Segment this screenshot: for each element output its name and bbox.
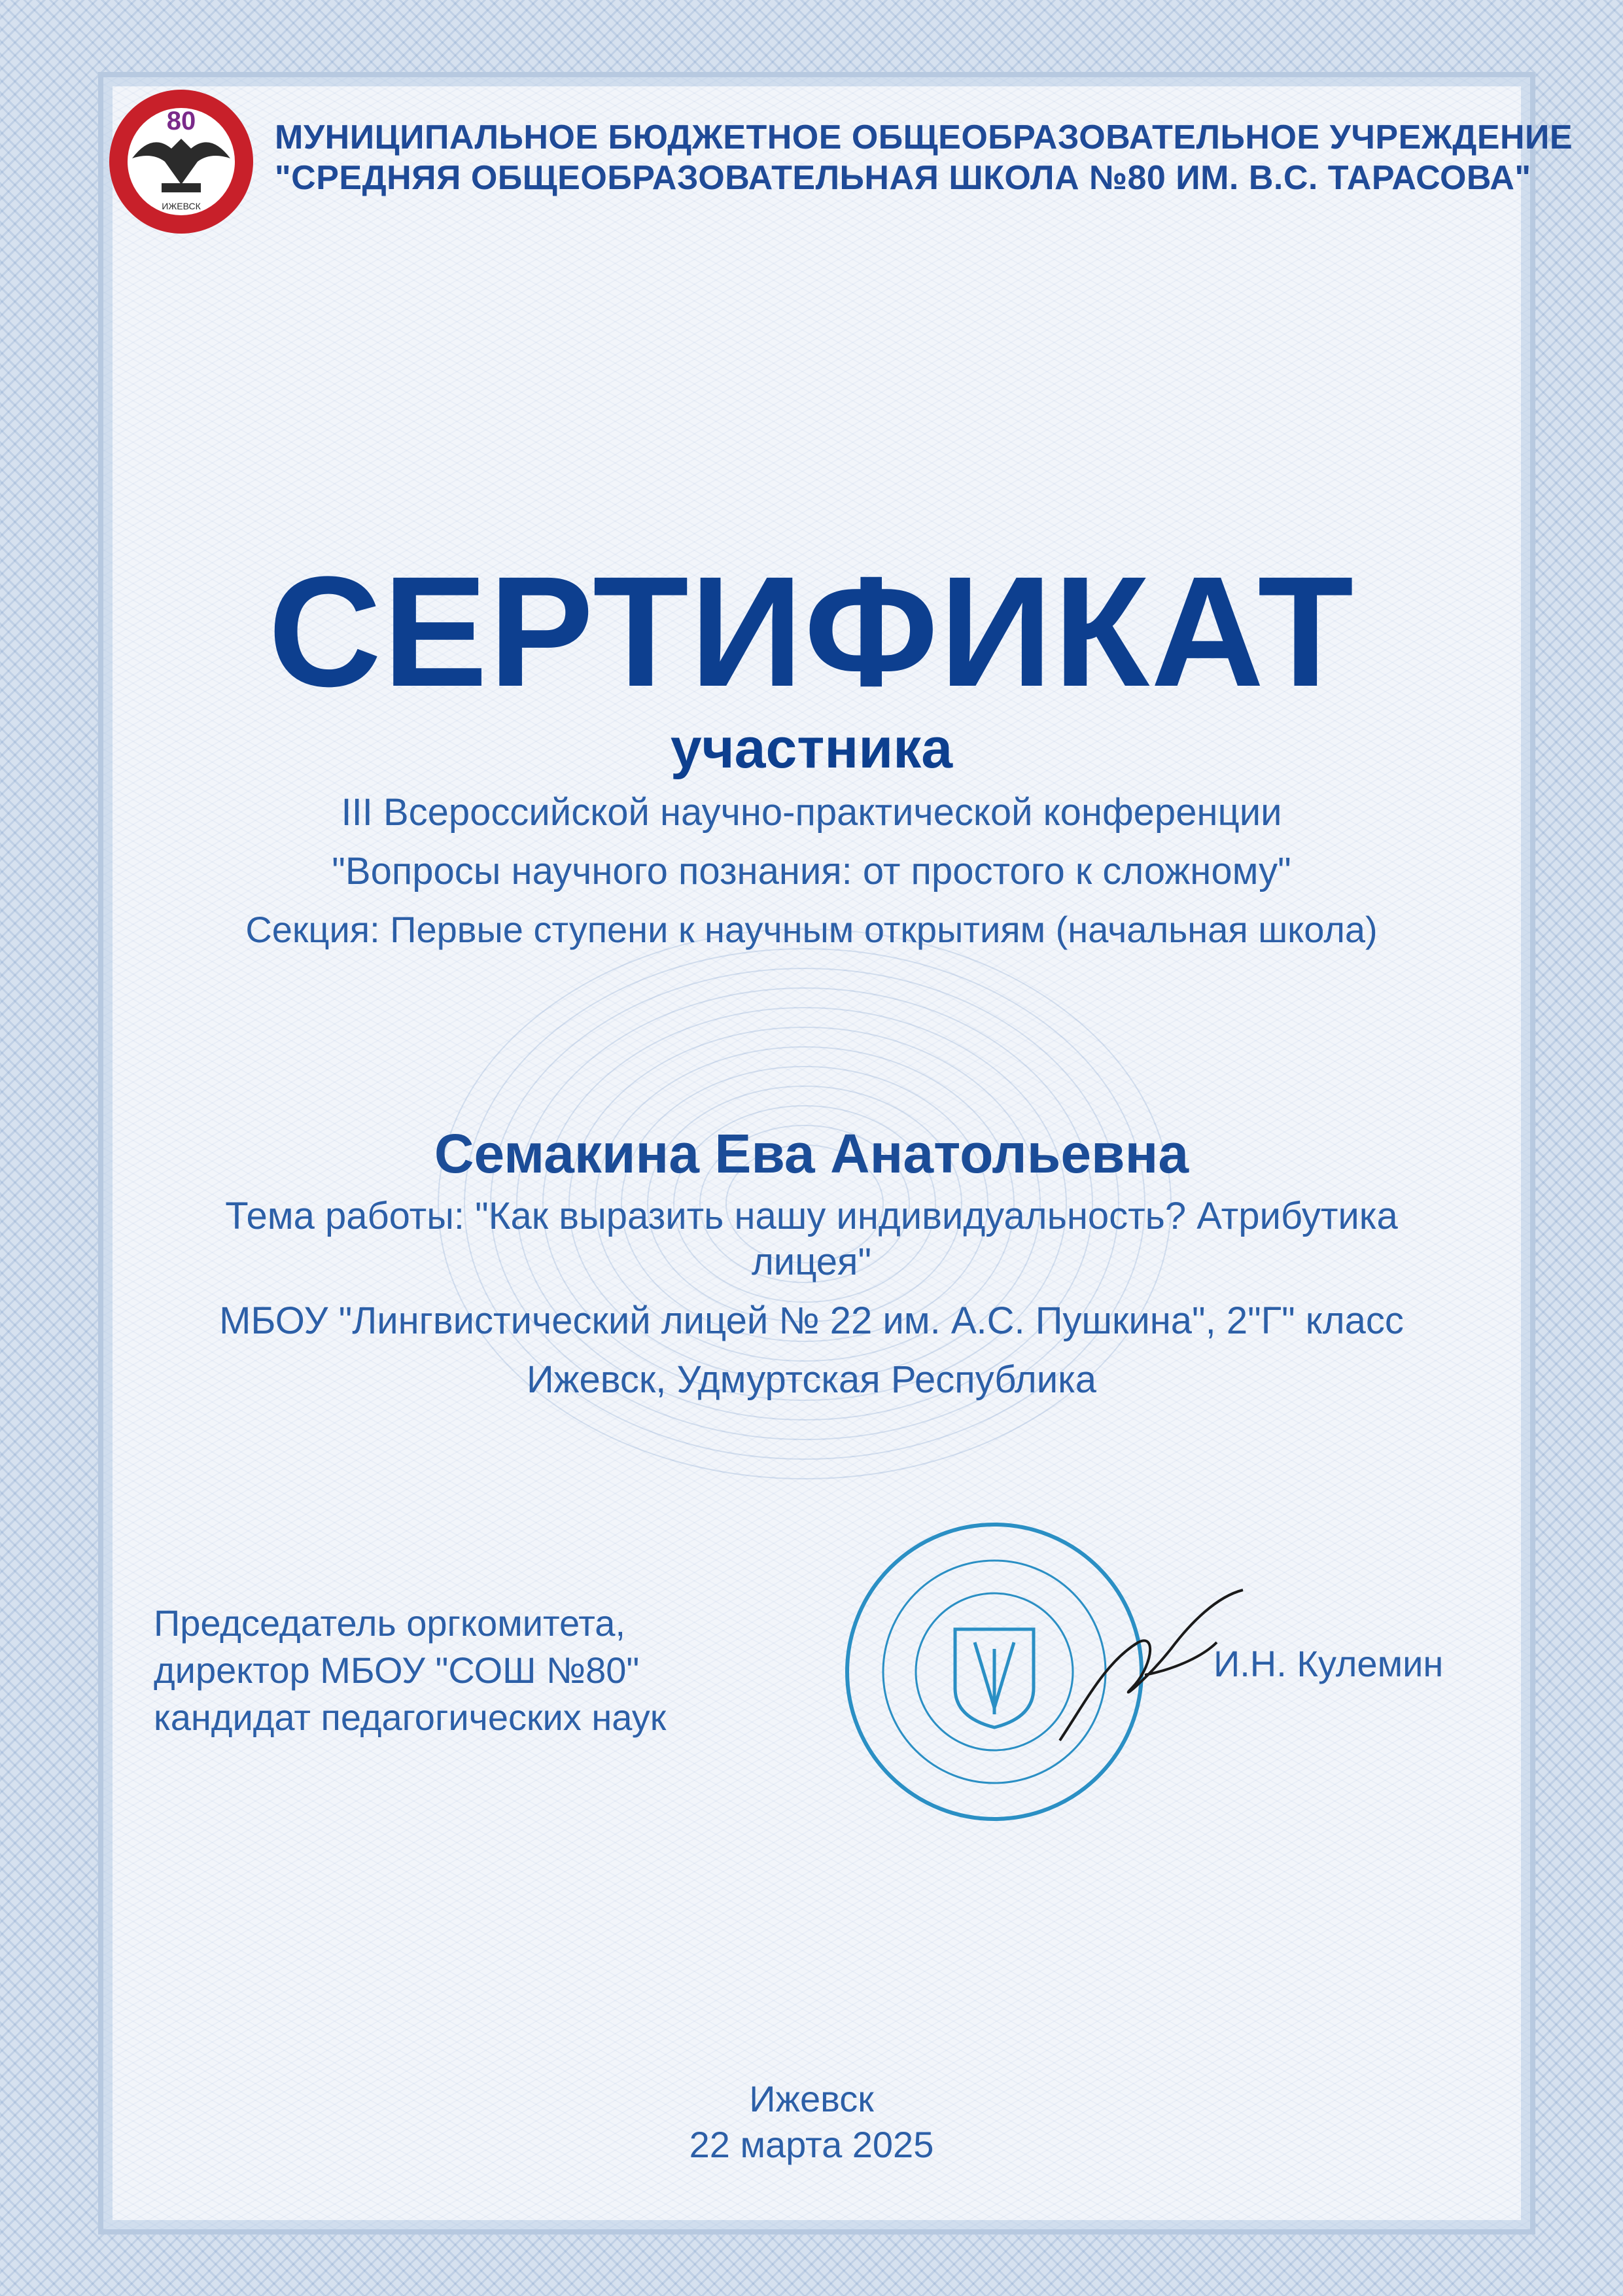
certificate-title: СЕРТИФИКАТ <box>268 544 1355 719</box>
certificate-subtitle: участника <box>670 717 953 780</box>
conference-section: Секция: Первые ступени к научным открытиям (начальная школа) <box>245 909 1378 950</box>
footer-city: Ижевск <box>749 2078 874 2119</box>
work-topic-line-1: Тема работы: "Как выразить нашу индивидуальность? Атрибутика <box>225 1195 1398 1237</box>
logo-city: ИЖЕВСК <box>162 201 201 211</box>
role-line-2: директор МБОУ "СОШ №80" <box>154 1650 640 1691</box>
footer-date: 22 марта 2025 <box>689 2124 934 2165</box>
signatory-role <box>154 1600 808 1741</box>
work-topic-line-2: лицея" <box>751 1241 872 1283</box>
participant-school: МБОУ "Лингвистический лицей № 22 им. А.С. Пушкина", 2"Г" класс <box>219 1299 1404 1342</box>
participant-name: Семакина Ева Анатольевна <box>434 1123 1189 1184</box>
header-line-2: "СРЕДНЯЯ ОБЩЕОБРАЗОВАТЕЛЬНАЯ ШКОЛА №80 ИМ. В.С. ТАРАСОВА" <box>275 159 1531 197</box>
header-line-1: МУНИЦИПАЛЬНОЕ БЮДЖЕТНОЕ ОБЩЕОБРАЗОВАТЕЛЬНОЕ УЧРЕЖДЕНИЕ <box>275 118 1573 156</box>
conference-line-2: "Вопросы научного познания: от простого к сложному" <box>332 850 1291 892</box>
signer-name: И.Н. Кулемин <box>1213 1643 1444 1684</box>
conference-line-1: III Всероссийской научно-практической конференции <box>341 791 1282 834</box>
role-line-3: кандидат педагогических наук <box>154 1697 667 1738</box>
logo-number: 80 <box>166 107 196 135</box>
participant-city: Ижевск, Удмуртская Республика <box>526 1358 1097 1401</box>
school-logo <box>106 86 256 237</box>
role-line-1: Председатель оргкомитета, <box>154 1602 625 1644</box>
